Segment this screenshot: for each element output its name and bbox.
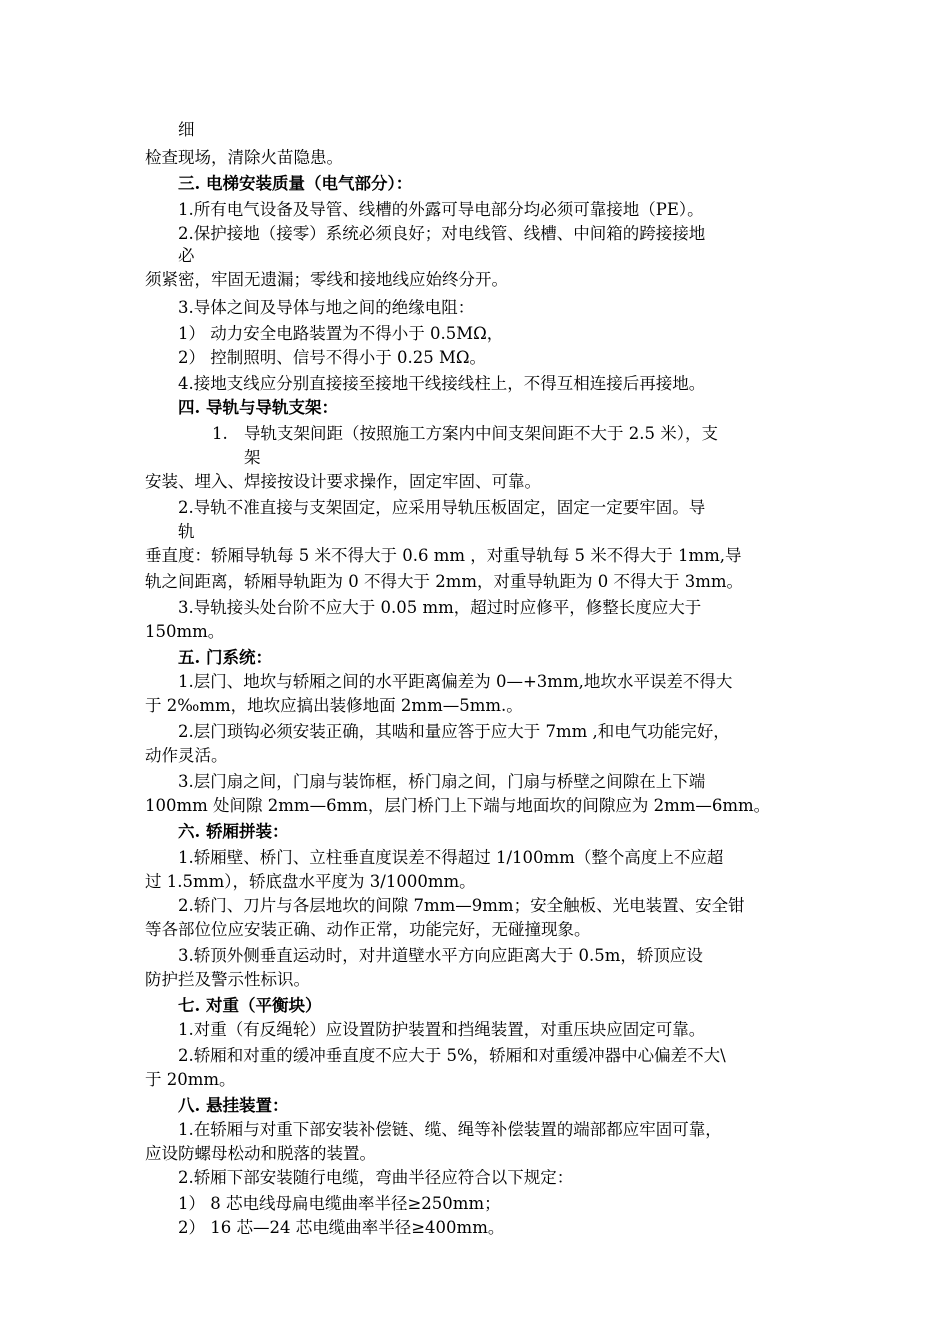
text-line: 1） 动力安全电路装置为不得小于 0.5MΩ， <box>178 324 504 343</box>
text-line: 垂直度：轿厢导轨每 5 米不得大于 0.6 mm ，对重导轨每 5 米不得大于 1mm,导 <box>145 546 742 565</box>
text-line: 100mm 处间隙 2mm—6mm，层门桥门上下端与地面坎的间隙应为 2mm—6mm。 <box>145 796 771 815</box>
text-line: 安装、埋入、焊接按设计要求操作，固定牢固、可靠。 <box>145 472 541 491</box>
text-line: 150mm。 <box>145 622 225 641</box>
text-line: 1.轿厢壁、桥门、立柱垂直度误差不得超过 1/100mm（整个高度上不应超 <box>178 848 724 867</box>
text-line: 2.保护接地（接零）系统必须良好；对电线管、线槽、中间箱的跨接接地 <box>178 224 706 243</box>
text-line: 轨之间距离，轿厢导轨距为 0 不得大于 2mm，对重导轨距为 0 不得大于 3mm。 <box>145 572 744 591</box>
text-line: 4.接地支线应分别直接接至接地干线接线柱上，不得互相连接后再接地。 <box>178 374 706 393</box>
text-line: 2.轿厢下部安装随行电缆，弯曲半径应符合以下规定： <box>178 1168 574 1187</box>
text-line: 防护拦及警示性标识。 <box>145 970 310 989</box>
section-heading: 八. 悬挂装置： <box>178 1096 289 1115</box>
text-line: 应设防螺母松动和脱落的装置。 <box>145 1144 376 1163</box>
section-heading: 六. 轿厢拼装： <box>178 822 289 841</box>
section-heading: 四. 导轨与导轨支架： <box>178 398 338 417</box>
text-line: 2.轿厢和对重的缓冲垂直度不应大于 5%，轿厢和对重缓冲器中心偏差不大\ <box>178 1046 726 1065</box>
text-line: 动作灵活。 <box>145 746 228 765</box>
text-line: 架 <box>244 448 261 467</box>
text-line: 2.轿门、刀片与各层地坎的间隙 7mm—9mm；安全触板、光电装置、安全钳 <box>178 896 745 915</box>
text-line: 轨 <box>178 522 195 541</box>
text-line: 于 20mm。 <box>145 1070 236 1089</box>
text-line: 1.层门、地坎与轿厢之间的水平距离偏差为 0—+3mm,地坎水平误差不得大 <box>178 672 733 691</box>
text-line: 3.层门扇之间，门扇与装饰框，桥门扇之间，门扇与桥壁之间隙在上下端 <box>178 772 706 791</box>
text-line: 等各部位位应安装正确、动作正常，功能完好，无碰撞现象。 <box>145 920 591 939</box>
text-line: 细 <box>178 120 195 139</box>
text-line: 于 2‰mm，地坎应搞出装修地面 2mm—5mm.。 <box>145 696 523 715</box>
text-line: 2） 16 芯—24 芯电缆曲率半径≥400mm。 <box>178 1218 505 1237</box>
text-line: 导轨支架间距（按照施工方案内中间支架间距不大于 2.5 米），支 <box>244 424 718 443</box>
text-line: 3.轿顶外侧垂直运动时，对井道壁水平方向应距离大于 0.5m，轿顶应设 <box>178 946 703 965</box>
text-line: 1.所有电气设备及导管、线槽的外露可导电部分均必须可靠接地（PE）。 <box>178 200 704 219</box>
text-line: 2.导轨不准直接与支架固定，应采用导轨压板固定，固定一定要牢固。导 <box>178 498 706 517</box>
text-line: 3.导轨接头处台阶不应大于 0.05 mm，超过时应修平，修整长度应大于 <box>178 598 702 617</box>
text-line: 必 <box>178 246 195 265</box>
text-line: 过 1.5mm），轿底盘水平度为 3/1000mm。 <box>145 872 476 891</box>
section-heading: 三. 电梯安装质量（电气部分）： <box>178 174 413 193</box>
text-line: 须紧密，牢固无遗漏；零线和接地线应始终分开。 <box>145 270 508 289</box>
text-line: 1.对重（有反绳轮）应设置防护装置和挡绳装置，对重压块应固定可靠。 <box>178 1020 706 1039</box>
text-line: 检查现场，清除火苗隐患。 <box>145 148 343 167</box>
list-number: 1. <box>212 424 228 443</box>
text-line: 2） 控制照明、信号不得小于 0.25 MΩ。 <box>178 348 487 367</box>
text-line: 1.在轿厢与对重下部安装补偿链、缆、绳等补偿装置的端部都应牢固可靠， <box>178 1120 722 1139</box>
text-line: 1） 8 芯电线母扁电缆曲率半径≥250mm； <box>178 1194 501 1213</box>
text-line: 3.导体之间及导体与地之间的绝缘电阻： <box>178 298 475 317</box>
section-heading: 七. 对重（平衡块） <box>178 996 322 1015</box>
text-line: 2.层门琐钩必须安装正确，其啮和量应答于应大于 7mm ,和电气功能完好， <box>178 722 730 741</box>
section-heading: 五. 门系统： <box>178 648 272 667</box>
